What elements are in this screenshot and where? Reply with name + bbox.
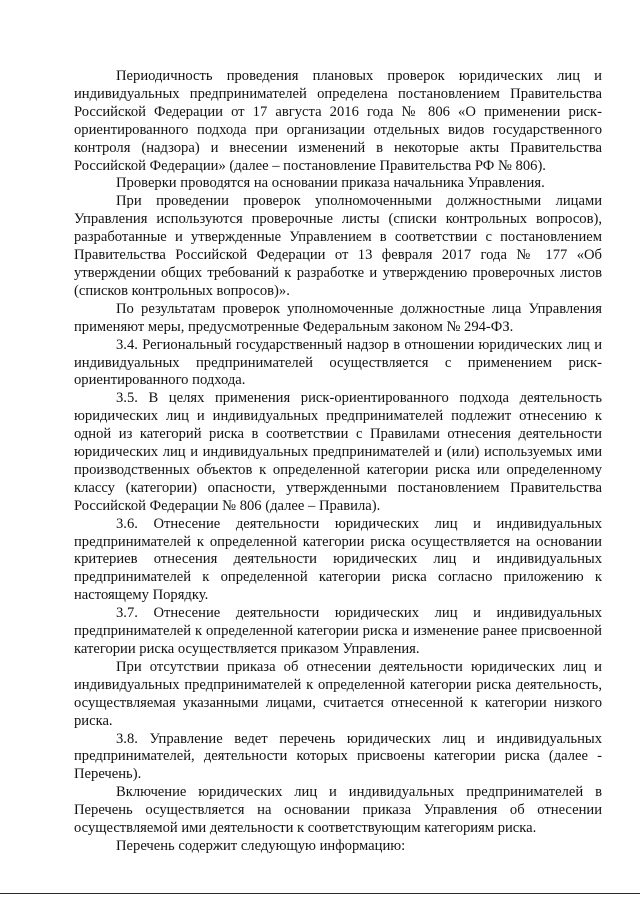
paragraph-3-4: 3.4. Региональный государственный надзор в отношении юридических лиц и индивидуальных предпринимателей осуществляется с применением риск-ориентированного подхода. xyxy=(74,336,602,389)
paragraph-checklists: При проведении проверок уполномоченными должностными лицами Управления используются проверочные листы (списки контрольных вопросов), разработанные и утвержденные Управлением в соответствии с постановлением Правительства Российской Федерации от 13 февраля 2017 года № 177 «Об утверждении общих требований к разработке и утверждению проверочных листов (списков контрольных вопросов)». xyxy=(74,193,602,299)
bottom-divider xyxy=(0,893,640,894)
paragraph-list-contents: Перечень содержит следующую информацию: xyxy=(116,837,406,854)
paragraph-periodicity: Периодичность проведения плановых проверок юридических лиц и индивидуальных предпринимателей определена постановлением Правительства Российской Федерации от 17 августа 2016 года № 806 «О применении риск-ориентированного подхода при организации отдельных видов государственного контроля (надзора) и внесении изменений в некоторые акты Правительства Российской Федерации» (далее – постановление Правительства РФ № 806). xyxy=(74,68,602,174)
paragraph-3-8: 3.8. Управление ведет перечень юридических лиц и индивидуальных предпринимателей, деятельности которых присвоены категории риска (далее - Перечень). xyxy=(74,730,602,783)
paragraph-inspection-basis: Проверки проводятся на основании приказа начальника Управления. xyxy=(116,175,545,192)
paragraph-measures: По результатам проверок уполномоченные должностные лица Управления применяют меры, предусмотренные Федеральным законом № 294-ФЗ. xyxy=(74,300,602,335)
paragraph-no-order: При отсутствии приказа об отнесении деятельности юридических лиц и индивидуальных предпринимателей к определенной категории риска деятельность, осуществляемая указанными лицами, считается отнесенной к категории низкого риска. xyxy=(74,658,602,729)
paragraph-inclusion: Включение юридических лиц и индивидуальных предпринимателей в Перечень осуществляется на основании приказа Управления об отнесении осуществляемой ими деятельности к соответствующим категориям риска. xyxy=(74,784,602,837)
paragraph-3-5: 3.5. В целях применения риск-ориентированного подхода деятельность юридических лиц и индивидуальных предпринимателей подлежит отнесению к одной из категорий риска в соответствии с Правилами отнесения деятельности юридических лиц и индивидуальных предпринимателей и (или) используемых ими производственных объектов к определенной категории риска или определенному классу (категории) опасности, утвержденными постановлением Правительства Российской Федерации № 806 (далее – Правила). xyxy=(74,390,602,514)
document-body xyxy=(74,68,602,856)
paragraph-3-6: 3.6. Отнесение деятельности юридических лиц и индивидуальных предпринимателей к определенной категории риска осуществляется на основании критериев отнесения деятельности юридических лиц и индивидуальных предпринимателей к определенной категории риска согласно приложению к настоящему Порядку. xyxy=(74,515,602,604)
paragraph-3-7: 3.7. Отнесение деятельности юридических лиц и индивидуальных предпринимателей к определенной категории риска и изменение ранее присвоенной категории риска осуществляется приказом Управления. xyxy=(74,605,602,657)
